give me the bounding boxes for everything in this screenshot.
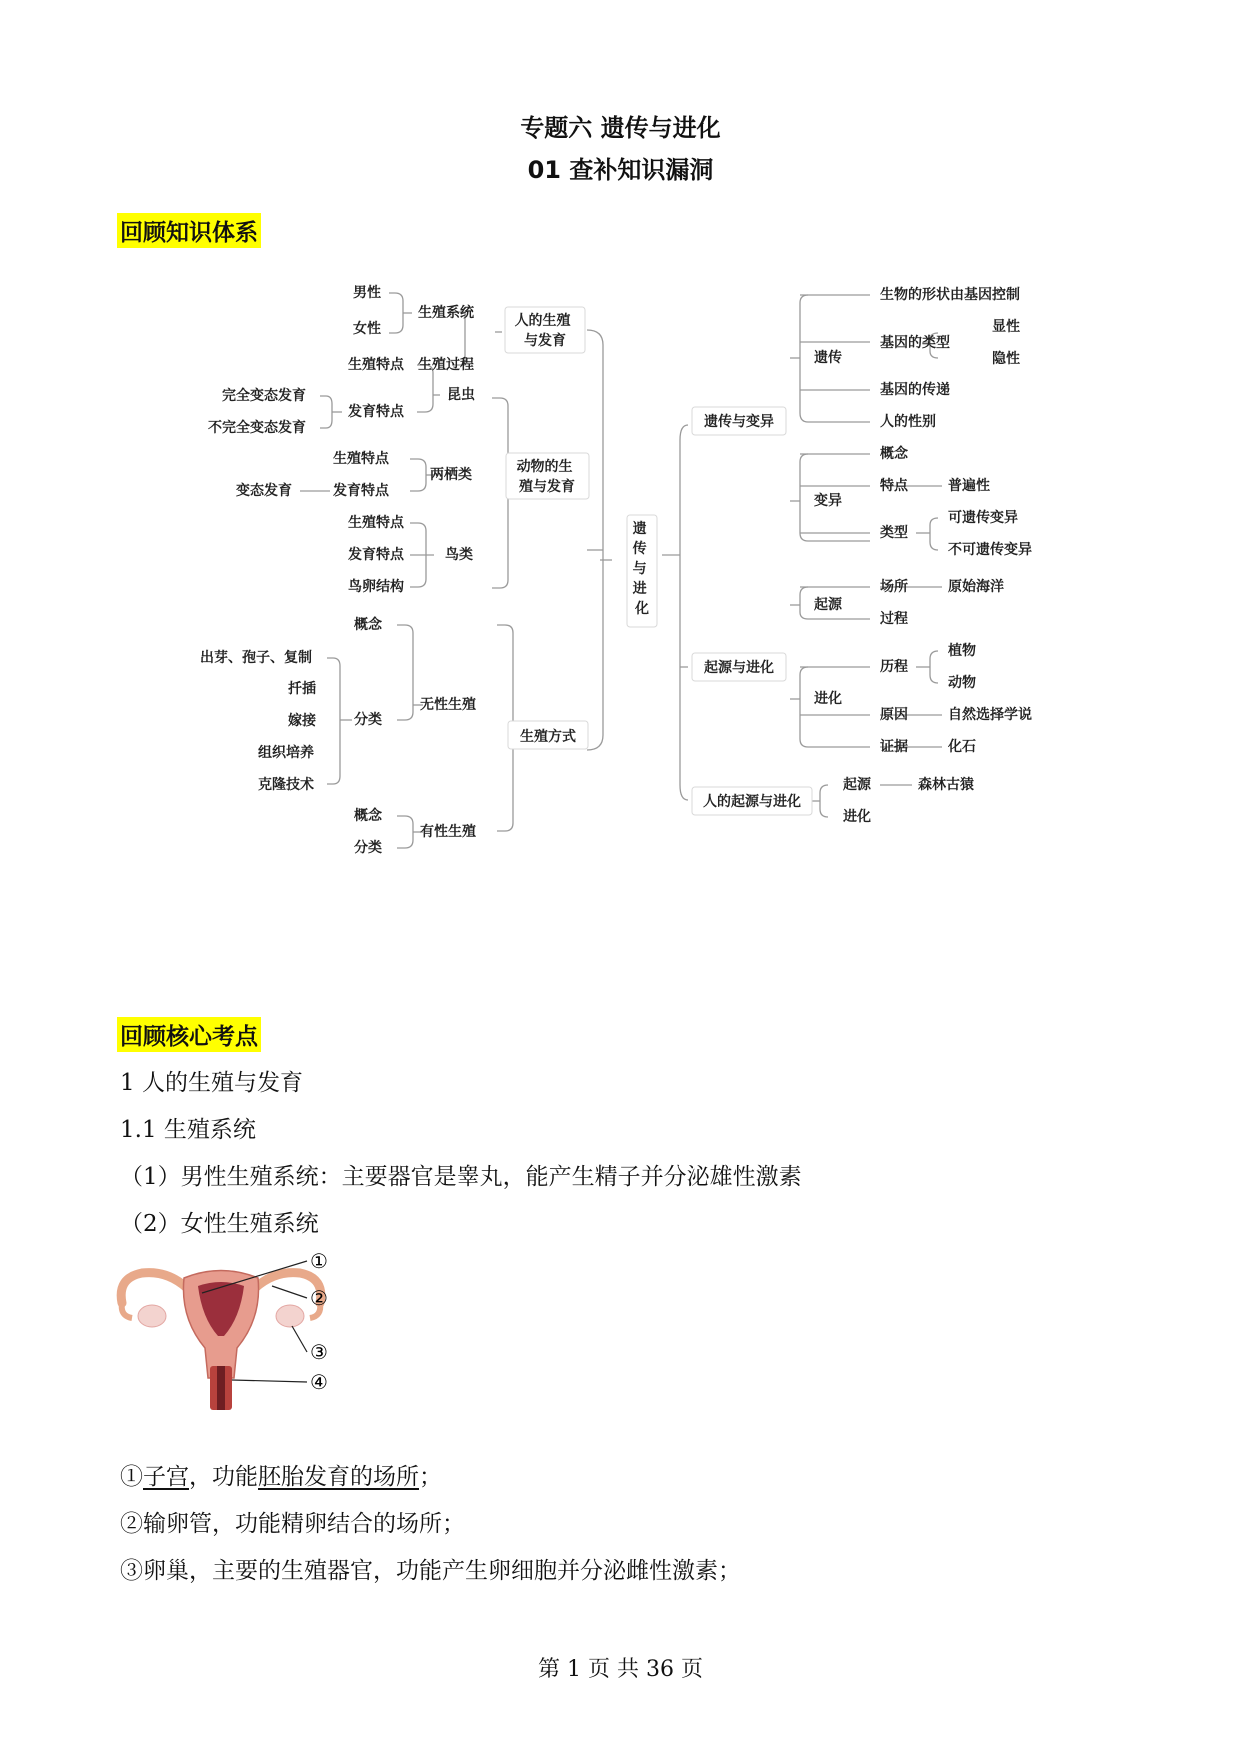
node-var-type: 类型 bbox=[880, 525, 908, 541]
uterus-illustration bbox=[121, 1271, 321, 1411]
node-human-evolution: 进化 bbox=[843, 809, 871, 825]
node-female: 女性 bbox=[353, 321, 381, 337]
item-uterus-function: 胚胎发育的场所 bbox=[258, 1464, 419, 1490]
section-heading-core: 回顾核心考点 bbox=[117, 1017, 261, 1052]
node-cutting: 扦插 bbox=[288, 681, 316, 697]
node-asexual: 无性生殖 bbox=[420, 697, 476, 713]
node-asex-class: 分类 bbox=[354, 712, 382, 728]
node-amph-repro: 生殖特点 bbox=[333, 451, 389, 467]
item-uterus-num: ① bbox=[120, 1464, 143, 1490]
figure-number-labels bbox=[310, 1249, 328, 1394]
node-repro-system: 生殖系统 bbox=[418, 305, 474, 321]
node-repro-process: 生殖过程 bbox=[418, 357, 474, 373]
node-universal: 普遍性 bbox=[948, 478, 990, 494]
item-uterus-organ: 子宫 bbox=[143, 1464, 189, 1490]
female-reproductive-figure bbox=[112, 1248, 372, 1418]
node-root: 遗 传 与 进 化 bbox=[632, 521, 649, 617]
node-variation: 变异 bbox=[814, 493, 842, 509]
node-origin-evo: 起源与进化 bbox=[704, 660, 774, 676]
item-uterus-mid: ，功能 bbox=[189, 1464, 258, 1490]
node-insect-repro: 生殖特点 bbox=[348, 357, 404, 373]
node-sex: 人的性别 bbox=[880, 414, 936, 430]
mindmap-diagram bbox=[0, 235, 1241, 995]
node-insect: 昆虫 bbox=[447, 387, 475, 403]
node-cause: 原因 bbox=[880, 707, 908, 723]
heading-1-1: 1.1 生殖系统 bbox=[120, 1117, 256, 1143]
node-var-concept: 概念 bbox=[880, 446, 908, 462]
node-repro-mode: 生殖方式 bbox=[520, 729, 576, 745]
paragraph-female-system: （2）女性生殖系统 bbox=[120, 1211, 319, 1237]
node-bird: 鸟类 bbox=[445, 547, 473, 563]
node-bud: 出芽、孢子、复制 bbox=[200, 650, 312, 666]
node-human-origin-origin: 起源 bbox=[843, 777, 871, 793]
page-title: 专题六 遗传与进化 bbox=[520, 114, 721, 142]
item-ovary: ③卵巢，主要的生殖器官，功能产生卵细胞并分泌雌性激素； bbox=[120, 1558, 741, 1584]
node-graft: 嫁接 bbox=[288, 713, 316, 729]
node-male: 男性 bbox=[353, 285, 381, 301]
section-heading-knowledge: 回顾知识体系 bbox=[117, 213, 261, 248]
node-bird-dev: 发育特点 bbox=[348, 547, 404, 563]
node-bird-repro: 生殖特点 bbox=[348, 515, 404, 531]
node-evolution: 进化 bbox=[814, 691, 842, 707]
node-sex-concept: 概念 bbox=[354, 808, 382, 824]
node-gene-pass: 基因的传递 bbox=[880, 382, 950, 398]
node-selection: 自然选择学说 bbox=[948, 707, 1032, 723]
node-human-repro: 人的生殖 与发育 bbox=[514, 313, 571, 349]
label-1: ① bbox=[310, 1249, 328, 1273]
node-process: 过程 bbox=[880, 611, 908, 627]
item-oviduct: ②输卵管，功能精卵结合的场所； bbox=[120, 1511, 465, 1537]
node-gene-type: 基因的类型 bbox=[880, 335, 950, 351]
node-place: 场所 bbox=[880, 579, 908, 595]
node-animal-evo: 动物 bbox=[948, 675, 976, 691]
heading-1: 1 人的生殖与发育 bbox=[120, 1070, 303, 1096]
node-insect-dev: 发育特点 bbox=[348, 404, 404, 420]
node-heritable: 可遗传变异 bbox=[948, 510, 1018, 526]
node-asex-concept: 概念 bbox=[354, 617, 382, 633]
item-uterus-end: ； bbox=[419, 1464, 442, 1490]
node-animal: 动物的生 殖与发育 bbox=[516, 459, 575, 495]
node-incomplete-meta: 不完全变态发育 bbox=[208, 420, 306, 436]
node-egg: 鸟卵结构 bbox=[348, 579, 404, 595]
node-evidence: 证据 bbox=[880, 739, 908, 755]
node-ocean: 原始海洋 bbox=[948, 579, 1004, 595]
node-heredity: 遗传与变异 bbox=[704, 414, 774, 430]
label-4: ④ bbox=[310, 1370, 328, 1394]
node-sexual: 有性生殖 bbox=[420, 824, 476, 840]
paragraph-male-system: （1）男性生殖系统：主要器官是睾丸，能产生精子并分泌雄性激素 bbox=[120, 1164, 802, 1190]
node-ape: 森林古猿 bbox=[918, 777, 974, 793]
node-var-feature: 特点 bbox=[880, 478, 908, 494]
node-recessive: 隐性 bbox=[992, 351, 1020, 367]
node-inherit: 遗传 bbox=[814, 350, 842, 366]
node-trait: 生物的形状由基因控制 bbox=[880, 287, 1020, 303]
mindmap-labels bbox=[200, 284, 1032, 856]
label-2: ② bbox=[310, 1286, 328, 1310]
node-tissue: 组织培养 bbox=[258, 745, 314, 761]
item-uterus bbox=[120, 1458, 442, 1491]
page-subtitle: 01 查补知识漏洞 bbox=[527, 156, 714, 184]
node-origin: 起源 bbox=[814, 597, 842, 613]
page-footer: 第 1 页 共 36 页 bbox=[538, 1657, 703, 1682]
node-metamorph: 变态发育 bbox=[236, 483, 292, 499]
node-course: 历程 bbox=[880, 659, 908, 675]
node-dominant: 显性 bbox=[992, 319, 1020, 335]
label-3: ③ bbox=[310, 1340, 328, 1364]
node-clone: 克隆技术 bbox=[258, 777, 314, 793]
node-human-origin: 人的起源与进化 bbox=[703, 794, 801, 810]
mindmap-lines bbox=[300, 293, 942, 848]
node-amphibian: 两栖类 bbox=[430, 467, 472, 483]
node-fossil: 化石 bbox=[948, 739, 976, 755]
node-complete-meta: 完全变态发育 bbox=[222, 388, 306, 404]
node-amph-dev: 发育特点 bbox=[333, 483, 389, 499]
node-sex-class: 分类 bbox=[354, 840, 382, 856]
node-non-heritable: 不可遗传变异 bbox=[948, 542, 1032, 558]
node-plant: 植物 bbox=[948, 643, 976, 659]
